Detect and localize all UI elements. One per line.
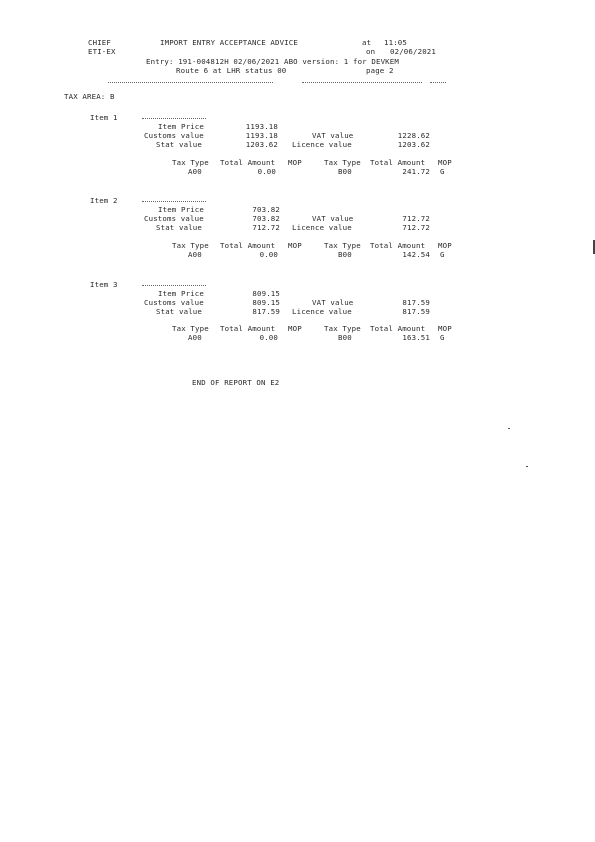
header-rule-left [108,82,273,83]
item-price-label: Item Price [158,289,204,298]
item-price-value: 809.15 [252,289,280,298]
stat-value-label: Stat value [156,307,202,316]
licence-value: 712.72 [402,223,430,232]
customs-value: 703.82 [252,214,280,223]
stat-value-label: Stat value [156,223,202,232]
document-title: IMPORT ENTRY ACCEPTANCE ADVICE [160,38,298,47]
licence-value-label: Licence value [292,140,352,149]
stat-value: 1203.62 [245,140,278,149]
vat-value-label: VAT value [312,131,354,140]
route-line: Route 6 at LHR status 00 [176,66,287,75]
tax-area: TAX AREA: B [64,92,115,101]
item-label: Item 1 [90,113,118,122]
header-rule-middle [302,82,422,83]
tax-amount: 0.00 [259,333,278,342]
total-amount-header: Total Amount [370,324,426,333]
tax-type-code: A00 [188,333,202,342]
scan-speck [508,428,510,429]
tax-type-code: A00 [188,167,202,176]
item-price-label: Item Price [158,205,204,214]
vat-value: 712.72 [402,214,430,223]
report-time: 11:05 [384,38,407,47]
mop-header: MOP [438,324,452,333]
total-amount-header: Total Amount [370,158,426,167]
mop-header: MOP [438,241,452,250]
system-code: CHIEF [88,38,111,47]
mop-header: MOP [288,324,302,333]
stat-value: 817.59 [252,307,280,316]
tax-mop: G [440,250,445,259]
tax-amount: 163.51 [402,333,430,342]
system-subcode: ETI-EX [88,47,116,56]
mop-header: MOP [288,241,302,250]
licence-value: 817.59 [402,307,430,316]
item-rule [142,201,206,202]
total-amount-header: Total Amount [220,158,276,167]
tax-type-code: A00 [188,250,202,259]
vat-value: 1228.62 [397,131,430,140]
customs-value: 1193.18 [245,131,278,140]
tax-type-header: Tax Type [172,158,209,167]
item-price-label: Item Price [158,122,204,131]
entry-line: Entry: 191-004812H 02/06/2021 ABO version: 1 for DEVKEM [146,57,399,66]
licence-value: 1203.62 [397,140,430,149]
tax-mop: G [440,167,445,176]
licence-value-label: Licence value [292,223,352,232]
licence-value-label: Licence value [292,307,352,316]
customs-value-label: Customs value [144,298,204,307]
tax-type-header: Tax Type [324,158,361,167]
stat-value-label: Stat value [156,140,202,149]
customs-value-label: Customs value [144,131,204,140]
total-amount-header: Total Amount [220,241,276,250]
customs-value: 809.15 [252,298,280,307]
tax-type-header: Tax Type [324,324,361,333]
vat-value-label: VAT value [312,214,354,223]
item-price-value: 703.82 [252,205,280,214]
tax-type-header: Tax Type [172,324,209,333]
tax-mop: G [440,333,445,342]
end-of-report: END OF REPORT ON E2 [192,378,280,387]
item-rule [142,118,206,119]
tax-amount: 0.00 [257,167,276,176]
at-label: at [362,38,372,47]
tax-type-header: Tax Type [324,241,361,250]
tax-type-code: B00 [338,167,352,176]
item-rule [142,285,206,286]
scan-speck [526,466,528,467]
vat-value-label: VAT value [312,298,354,307]
tax-amount: 241.72 [402,167,430,176]
header-rule-right [430,82,446,83]
on-label: on [366,47,376,56]
stat-value: 712.72 [252,223,280,232]
vat-value: 817.59 [402,298,430,307]
item-label: Item 2 [90,196,118,205]
item-label: Item 3 [90,280,118,289]
mop-header: MOP [438,158,452,167]
tax-type-code: B00 [338,250,352,259]
report-date: 02/06/2021 [390,47,436,56]
total-amount-header: Total Amount [220,324,276,333]
tax-type-header: Tax Type [172,241,209,250]
tax-amount: 0.00 [259,250,278,259]
tax-amount: 142.54 [402,250,430,259]
customs-value-label: Customs value [144,214,204,223]
total-amount-header: Total Amount [370,241,426,250]
item-price-value: 1193.18 [245,122,278,131]
page-number: page 2 [366,66,394,75]
tax-type-code: B00 [338,333,352,342]
mop-header: MOP [288,158,302,167]
